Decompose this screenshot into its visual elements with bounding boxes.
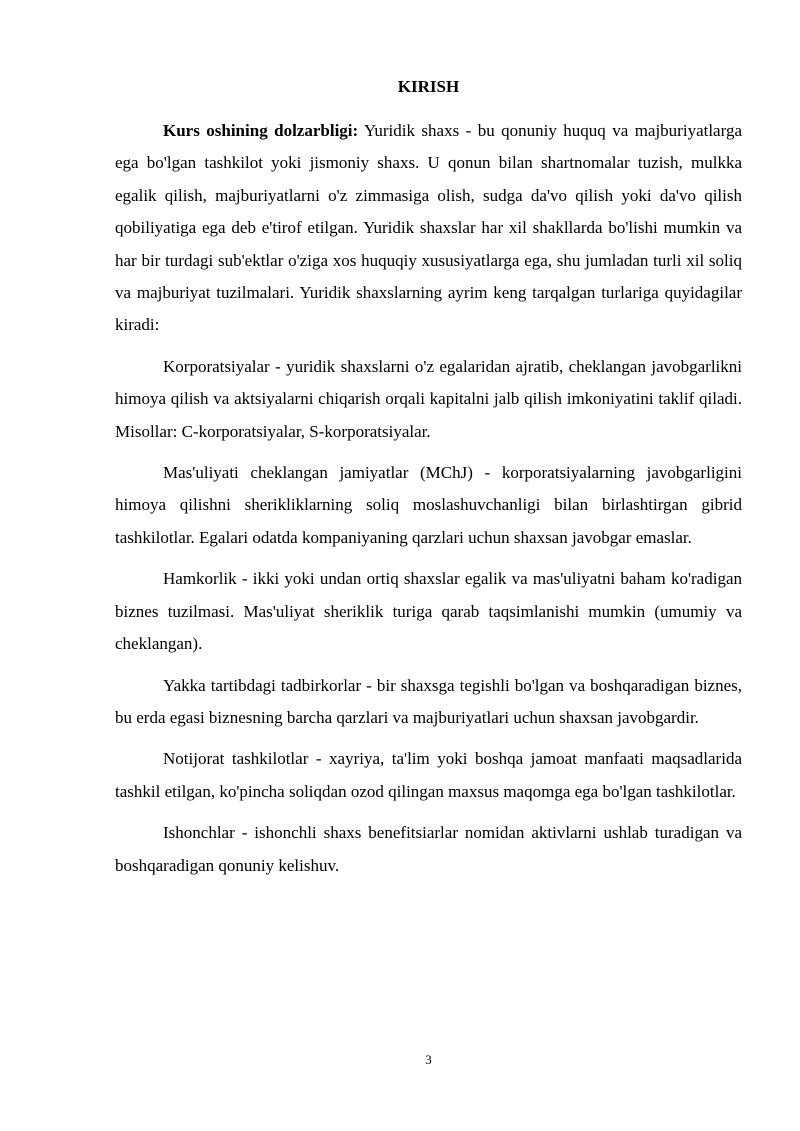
paragraph-llc: Mas'uliyati cheklangan jamiyatlar (MChJ) - korporatsiyalarning javobgarligini himoya qilishni sherikliklarning soliq moslashuvchanligi bilan birlashtirgan gibrid tashkilotlar. Egalari odatda kompaniyaning qarzlari uchun shaxsan javobgar emaslar. — [115, 463, 742, 547]
intro-paragraph — [115, 115, 742, 342]
paragraph-nonprofit: Notijorat tashkilotlar - xayriya, ta'lim yoki boshqa jamoat manfaati maqsadlarida tashkil etilgan, ko'pincha soliqdan ozod qilingan maxsus maqomga ega bo'lgan tashkilotlar. — [115, 749, 742, 801]
page-number: 3 — [425, 1052, 432, 1067]
paragraph-corporations: Korporatsiyalar - yuridik shaxslarni o'z egalaridan ajratib, cheklangan javobgarlikni himoya qilish va aktsiyalarni chiqarish orqali kapitalni jalb qilish imkoniyatini taklif qiladi. Misollar: C-korporatsiyalar, S-korporatsiyalar. — [115, 356, 742, 441]
page-title: KIRISH — [397, 77, 460, 96]
intro-lead: Kurs oshining dolzarbligi: — [163, 121, 359, 140]
paragraph-partnership: Hamkorlik - ikki yoki undan ortiq shaxslar egalik va mas'uliyatni baham ko'radigan biznes tuzilmasi. Mas'uliyat sheriklik turiga qarab taqsimlanishi mumkin (umumiy va cheklangan). — [115, 569, 742, 654]
document-body — [115, 115, 742, 891]
paragraph-trusts: Ishonchlar - ishonchli shaxs benefitsiarlar nomidan aktivlarni ushlab turadigan va boshqaradigan qonuniy kelishuv. — [115, 823, 742, 875]
paragraph-sole-proprietor: Yakka tartibdagi tadbirkorlar - bir shaxsga tegishli bo'lgan va boshqaradigan biznes, bu erda egasi biznesning barcha qarzlari va majburiyatlari uchun shaxsan javobgardir. — [115, 675, 742, 727]
intro-text: Yuridik shaxs - bu qonuniy huquq va majburiyatlarga ega bo'lgan tashkilot yoki jismoniy shaxs. U qonun bilan shartnomalar tuzish, mulkka egalik qilish, majburiyatlarni o'z zimmasiga olish, sudga da'vo qilish yoki da'vo qilish qobiliyatiga ega deb e'tirof etilgan. Yuridik shaxslar har xil shakllarda bo'lishi mumkin va har bir turdagi sub'ektlar o'ziga xos huquqiy xususiyatlarga ega, shu jumladan turli xil soliq va majburiyat tuzilmalari. Yuridik shaxslarning ayrim keng tarqalgan turlariga quyidagilar kiradi: — [115, 121, 743, 335]
document-page — [115, 0, 742, 1131]
